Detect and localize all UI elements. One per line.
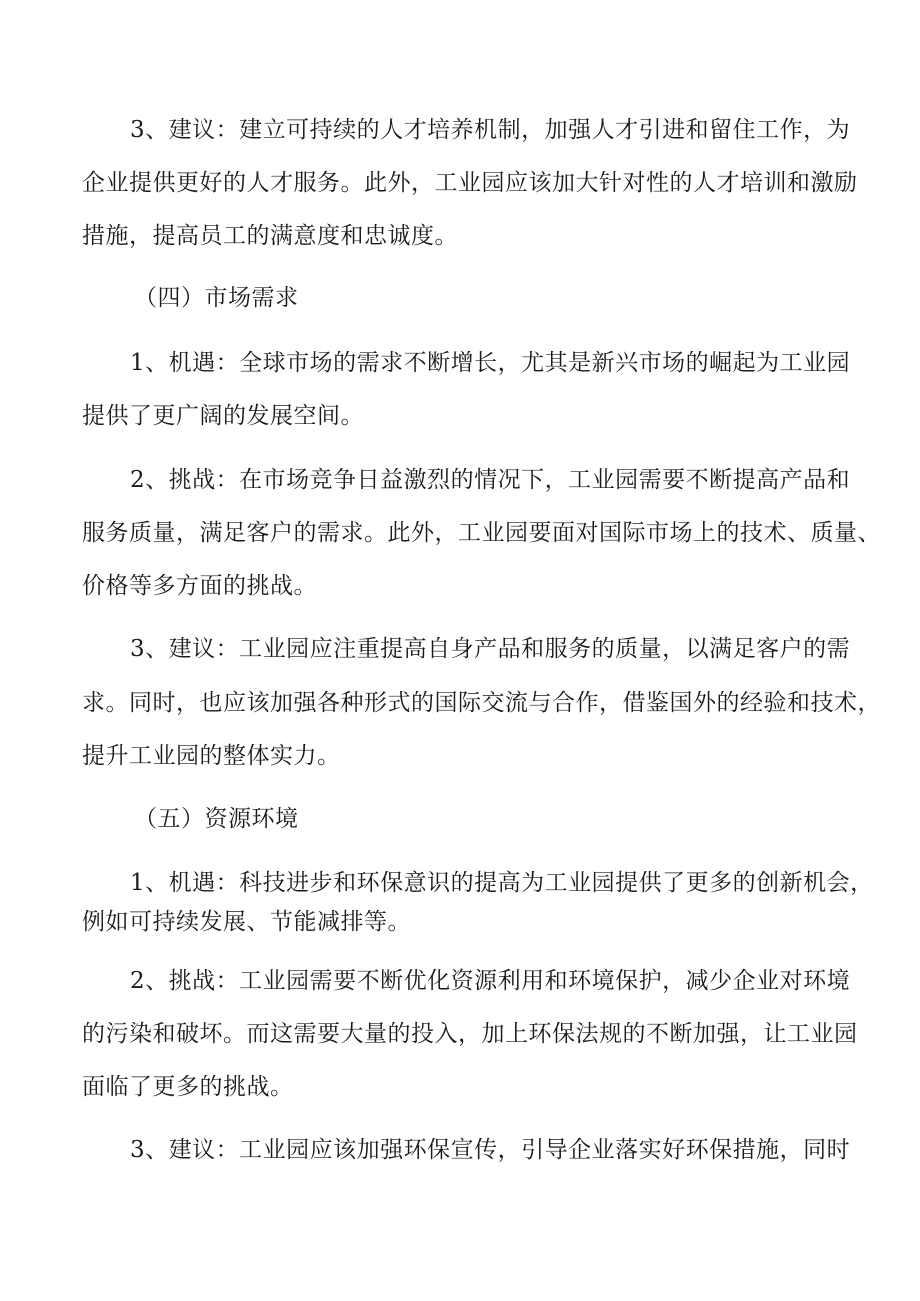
paragraph-line: 提升工业园的整体实力。 [82, 743, 341, 769]
paragraph-line: 提供了更广阔的发展空间。 [82, 403, 364, 429]
paragraph-line: 2、挑战：在市场竞争日益激烈的情况下，工业园需要不断提高产品和 [130, 467, 851, 493]
paragraph-line: 3、建议：工业园应注重提高自身产品和服务的质量，以满足客户的需 [130, 636, 851, 662]
paragraph-line: 例如可持续发展、节能减排等。 [82, 909, 411, 935]
paragraph-line: 1、机遇：科技进步和环保意识的提高为工业园提供了更多的创新机会， [130, 870, 874, 896]
paragraph-line: 3、建议：工业园应该加强环保宣传，引导企业落实好环保措施，同时 [130, 1137, 851, 1163]
paragraph-line: 措施，提高员工的满意度和忠诚度。 [82, 223, 458, 249]
paragraph-line: 3、建议：建立可持续的人才培养机制，加强人才引进和留住工作，为 [130, 117, 851, 143]
section-heading-market-demand: （四）市场需求 [134, 285, 299, 311]
paragraph-line: 2、挑战：工业园需要不断优化资源利用和环境保护，减少企业对环境 [130, 968, 851, 994]
paragraph-line: 求。同时，也应该加强各种形式的国际交流与合作，借鉴国外的经验和技术， [82, 690, 881, 716]
paragraph-line: 1、机遇：全球市场的需求不断增长，尤其是新兴市场的崛起为工业园 [130, 350, 851, 376]
paragraph-line: 面临了更多的挑战。 [82, 1074, 294, 1100]
paragraph-line: 服务质量，满足客户的需求。此外，工业园要面对国际市场上的技术、质量、 [82, 520, 881, 546]
paragraph-line: 的污染和破坏。而这需要大量的投入，加上环保法规的不断加强，让工业园 [82, 1021, 858, 1047]
paragraph-line: 价格等多方面的挑战。 [82, 573, 317, 599]
paragraph-line: 企业提供更好的人才服务。此外，工业园应该加大针对性的人才培训和激励 [82, 170, 858, 196]
section-heading-resource-environment: （五）资源环境 [134, 806, 299, 832]
